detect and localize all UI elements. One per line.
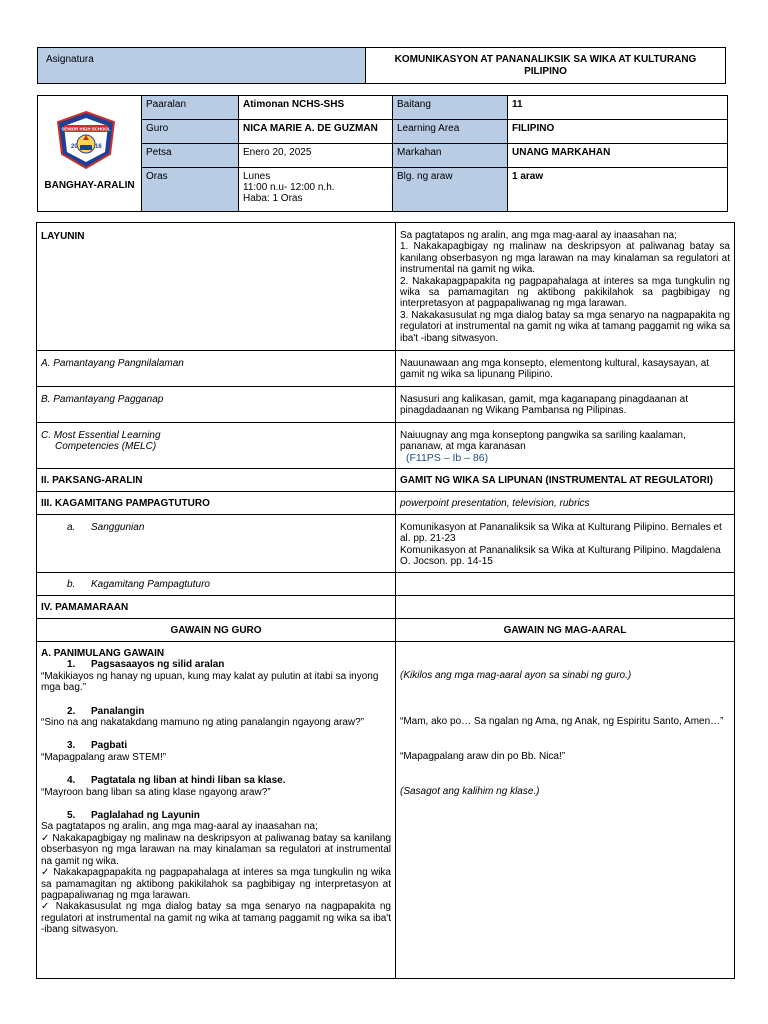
step-5-intro: Sa pagtatapos ng aralin, ang mga mag-aaral ay inaasahan na;: [41, 821, 318, 833]
info-label: Guro: [142, 120, 239, 144]
info-table: [37, 95, 728, 212]
info-value: 1 araw: [508, 168, 728, 212]
step-1-title: Pagsasaayos ng silid aralan: [91, 659, 225, 671]
step-3-title: Pagbati: [91, 740, 128, 752]
info-value: Enero 20, 2025: [239, 144, 393, 168]
objective-item: ✓ Nakakasusulat ng mga dialog batay sa mga senaryo na nagpapakita ng regulatori at instrumental na gamit ng wika at tamang paggamit ng wika sa iba't -ibang sitwasyon.: [41, 901, 391, 936]
melc-text: Naiuugnay ang mga konseptong pangwika sa sariling kaalaman, pananaw, at mga karanasan: [400, 430, 686, 453]
layunin-text: Sa pagtatapos ng aralin, ang mga mag-aaral ay inaasahan na; 1. Nakakapagbigay ng malinaw na deskripsyon at paliwanag batay sa kanilang obserbasyon ng mga larawan na may kinalaman sa regulatori at instrumental na gamit ng wika. 2. Nakakapagpapakita ng pagpapahalaga at interes sa mga tungkulin ng wika sa pamamagitan ng aktibong pakikilahok sa pagbibigay ng interpretasyon at pagpapaliwanag ng mga larawan. 3. Nakakasusulat ng mga dialog batay sa mga senaryo na nagpapakita ng regulatori at instrumental na gamit ng wika at tamang paggamit ng wika sa iba't -ibang sitwasyon.: [396, 223, 735, 351]
subject-title-cell: [366, 48, 726, 84]
subject-header: [37, 47, 726, 84]
step-2-title: Panalangin: [91, 705, 145, 717]
logo-cell: [38, 96, 142, 212]
objective-item: ✓ Nakakapagpapakita ng pagpapahalaga at interes sa mga tungkulin ng wika sa pamamagitan ng aktibong pakikilahok sa pagbibigay ng interpretasyon at pagpapaliwanag ng mga larawan.: [41, 867, 391, 901]
subject-label-cell: [38, 48, 366, 84]
student-activities: [396, 642, 735, 979]
magaaral-header: GAWAIN NG MAG-AARAL: [396, 619, 735, 642]
info-label: Oras: [142, 168, 239, 212]
sanggunian-label: Sanggunian: [91, 522, 145, 533]
kagamitan-b-letter: b.: [67, 579, 76, 590]
subject-title: KOMUNIKASYON AT PANANALIKSIK SA WIKA AT KULTURANG PILIPINO: [394, 54, 697, 77]
info-value: FILIPINO: [508, 120, 728, 144]
guro-header: GAWAIN NG GURO: [37, 619, 396, 642]
step-5-num: 5.: [67, 810, 76, 822]
step-4-heading: [41, 775, 391, 786]
melc-label: C. Most Essential Learning: [41, 430, 161, 441]
kagamitan-label: III. KAGAMITANG PAMPAGTUTURO: [37, 492, 396, 515]
pangnilalaman-label: A. Pamantayang Pangnilalaman: [37, 351, 396, 387]
logo-year-right: 16: [95, 144, 102, 150]
kagamitan-text: powerpoint presentation, television, rubrics: [396, 492, 735, 515]
info-label: Baitang: [393, 96, 508, 120]
kagamitan-b-cell: [37, 573, 396, 596]
step-5-title: Paglalahad ng Layunin: [91, 810, 200, 822]
info-label: Markahan: [393, 144, 508, 168]
paksa-label: II. PAKSANG-ARALIN: [37, 469, 396, 492]
subject-label: Asignatura: [46, 54, 94, 65]
info-label: Paaralan: [142, 96, 239, 120]
student-response-1: (Kikilos ang mga mag-aaral ayon sa sinabi ng guro.): [400, 670, 632, 681]
pamamaraan-label: IV. PAMAMARAAN: [37, 596, 396, 619]
step-4-text: “Mayroon bang liban sa ating klase ngayong araw?”: [41, 786, 271, 798]
logo-year-left: 20: [71, 144, 78, 150]
student-response-4: (Sasagot ang kalihim ng klase.): [400, 786, 540, 797]
pamamaraan-value: [396, 596, 735, 619]
melc-cell: [396, 423, 735, 469]
step-1-num: 1.: [67, 659, 76, 671]
pagganap-label: B. Pamantayang Pagganap: [37, 387, 396, 423]
info-value: Lunes 11:00 n.u- 12:00 n.h. Haba: 1 Oras: [239, 168, 393, 212]
pangnilalaman-text: Nauunawaan ang mga konsepto, elementong kultural, kasaysayan, at gamit ng wika sa lipunang Pilipino.: [396, 351, 735, 387]
objective-item: ✓ Nakakapagbigay ng malinaw na deskripsyon at paliwanag batay sa kanilang obserbasyon ng mga larawan na may kinalaman sa regulatori at instrumental na gamit ng wika.: [41, 832, 391, 867]
step-3-heading: [41, 740, 391, 751]
student-response-2: “Mam, ako po… Sa ngalan ng Ama, ng Anak, ng Espiritu Santo, Amen…”: [400, 716, 724, 727]
sanggunian-letter: a.: [67, 522, 76, 533]
step-4-num: 4.: [67, 775, 76, 787]
step-3-num: 3.: [67, 740, 76, 752]
kagamitan-b-value: [396, 573, 735, 596]
info-value: 11: [508, 96, 728, 120]
pagganap-text: Nasusuri ang kalikasan, gamit, mga kaganapang pinagdaanan at pinagdadaanan ng Wikang Pambansa ng Pilipinas.: [396, 387, 735, 423]
info-label: Learning Area: [393, 120, 508, 144]
guro-activities: [37, 642, 396, 979]
step-5-heading: [41, 810, 391, 821]
step-2-text: “Sino na ang nakatakdang mamuno ng ating panalangin ngayong araw?”: [41, 717, 365, 729]
plan-label: BANGHAY-ARALIN: [44, 180, 135, 191]
paksa-text: GAMIT NG WIKA SA LIPUNAN (INSTRUMENTAL AT REGULATORI): [396, 469, 735, 492]
step-4-title: Pagtatala ng liban at hindi liban sa klase.: [91, 775, 286, 787]
step-2-num: 2.: [67, 705, 76, 717]
kagamitan-b-label: Kagamitang Pampagtuturo: [91, 579, 210, 590]
procedure-section-title: A. PANIMULANG GAWAIN: [41, 648, 165, 659]
logo-school-text: SENIOR HIGH SCHOOL: [61, 126, 111, 132]
layunin-label: LAYUNIN: [37, 223, 396, 351]
lesson-table: [36, 222, 735, 979]
melc-code: (F11PS – Ib – 86): [406, 451, 489, 464]
step-1-text: “Makikiayos ng hanay ng upuan, kung may kalat ay pulutin at itabi sa inyong mga bag.”: [41, 670, 379, 694]
info-label: Petsa: [142, 144, 239, 168]
info-value: Atimonan NCHS-SHS: [239, 96, 393, 120]
step-3-text: “Mapagpalang araw STEM!”: [41, 751, 167, 763]
melc-label-cell: [37, 423, 396, 469]
step-1-heading: [41, 659, 391, 670]
student-response-3: “Mapagpalang araw din po Bb. Nica!”: [400, 751, 566, 762]
sanggunian-cell: [37, 515, 396, 573]
info-value: UNANG MARKAHAN: [508, 144, 728, 168]
info-value: NICA MARIE A. DE GUZMAN: [239, 120, 393, 144]
step-2-heading: [41, 706, 391, 717]
melc-label-sub: Competencies (MELC): [55, 441, 157, 453]
school-logo: [54, 110, 118, 170]
sanggunian-text: Komunikasyon at Pananaliksik sa Wika at Kulturang Pilipino. Bernales et al. pp. 21-23 Komunikasyon at Pananaliksik sa Wika at Kulturang Pilipino. Magdalena O. Jocson. pp. 14-15: [396, 515, 735, 573]
info-label: Blg. ng araw: [393, 168, 508, 212]
